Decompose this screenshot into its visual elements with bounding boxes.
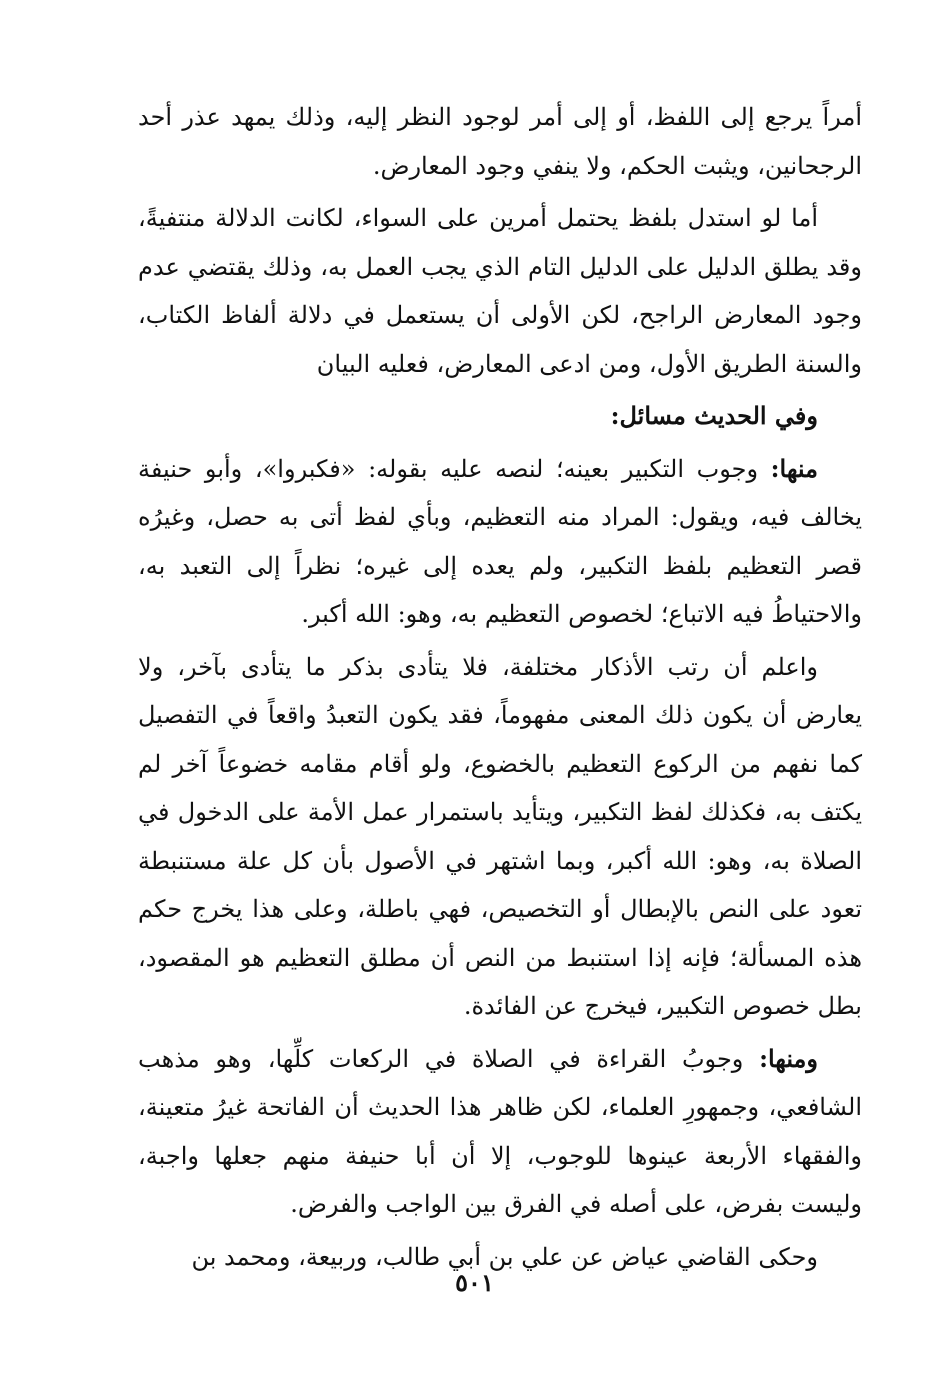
section-heading — [138, 392, 862, 441]
issue-1-text: وجوب التكبير بعينه؛ لنصه عليه بقوله: «فكبروا»، وأبو حنيفة يخالف فيه، ويقول: المراد منه التعظيم، وبأي لفظ أتى به حصل، وغيرُه قصر التعظيم بلفظ التكبير، ولم يعده إلى غيره؛ نظراً إلى التعبد به، والاحتياطُ فيه الاتباع؛ لخصوص التعظيم به، وهو: الله أكبر. — [138, 454, 862, 628]
issue-2-lead: ومنها: — [759, 1043, 818, 1073]
paragraph-2-text: أما لو استدل بلفظ يحتمل أمرين على السواء، لكانت الدلالة منتفيةً، وقد يطلق الدليل على الدليل التام الذي يجب العمل به، وذلك يقتضي عدم وجود المعارض الراجح، لكن الأولى أن يستعمل في دلالة ألفاظ الكتاب، والسنة الطريق الأول، ومن ادعى المعارض، فعليه البيان — [138, 204, 862, 378]
paragraph-1 — [138, 93, 862, 190]
page-number: ٥٠١ — [455, 1268, 494, 1297]
paragraph-4-text: وحكى القاضي عياض عن علي بن أبي طالب، وربيعة، ومحمد بن — [191, 1242, 818, 1271]
paragraph-3 — [138, 643, 862, 1031]
paragraph-1-text: أمراً يرجع إلى اللفظ، أو إلى أمر لوجود النظر إليه، وذلك يمهد عذر أحد الرجحانين، ويثبت الحكم، ولا ينفي وجود المعارض. — [138, 103, 862, 180]
issue-1-paragraph — [138, 445, 862, 639]
section-heading-text: وفي الحديث مسائل: — [610, 401, 818, 430]
page-body — [138, 93, 862, 1285]
issue-2-text: وجوبُ القراءة في الصلاة في الركعات كلِّها، وهو مذهب الشافعي، وجمهورِ العلماء، لكن ظاهر هذا الحديث أن الفاتحة غيرُ متعينة، والفقهاء الأربعة عينوها للوجوب، إلا أن أبا حنيفة منهم جعلها واجبة، وليست بفرض، على أصله في الفرق بين الواجب والفرض. — [138, 1044, 862, 1218]
paragraph-2 — [138, 194, 862, 388]
issue-2-paragraph — [138, 1035, 862, 1229]
paragraph-3-text: واعلم أن رتب الأذكار مختلفة، فلا يتأدى بذكر ما يتأدى بآخر، ولا يعارض أن يكون ذلك المعنى مفهوماً، فقد يكون التعبدُ واقعاً في التفصيل كما نفهم من الركوع التعظيم بالخضوع، ولو أقام مقامه خضوعاً آخر لم يكتف به، فكذلك لفظ التكبير، ويتأيد باستمرار عمل الأمة على الدخول في الصلاة به، وهو: الله أكبر، وبما اشتهر في الأصول بأن كل علة مستنبطة تعود على النص بالإبطال أو التخصيص، فهي باطلة، وعلى هذا يخرج حكم هذه المسألة؛ فإنه إذا استنبط من النص أن مطلق التعظيم هو المقصود، بطل خصوص التكبير، فيخرج عن الفائدة. — [138, 652, 862, 1020]
issue-1-lead: منها: — [770, 453, 818, 483]
